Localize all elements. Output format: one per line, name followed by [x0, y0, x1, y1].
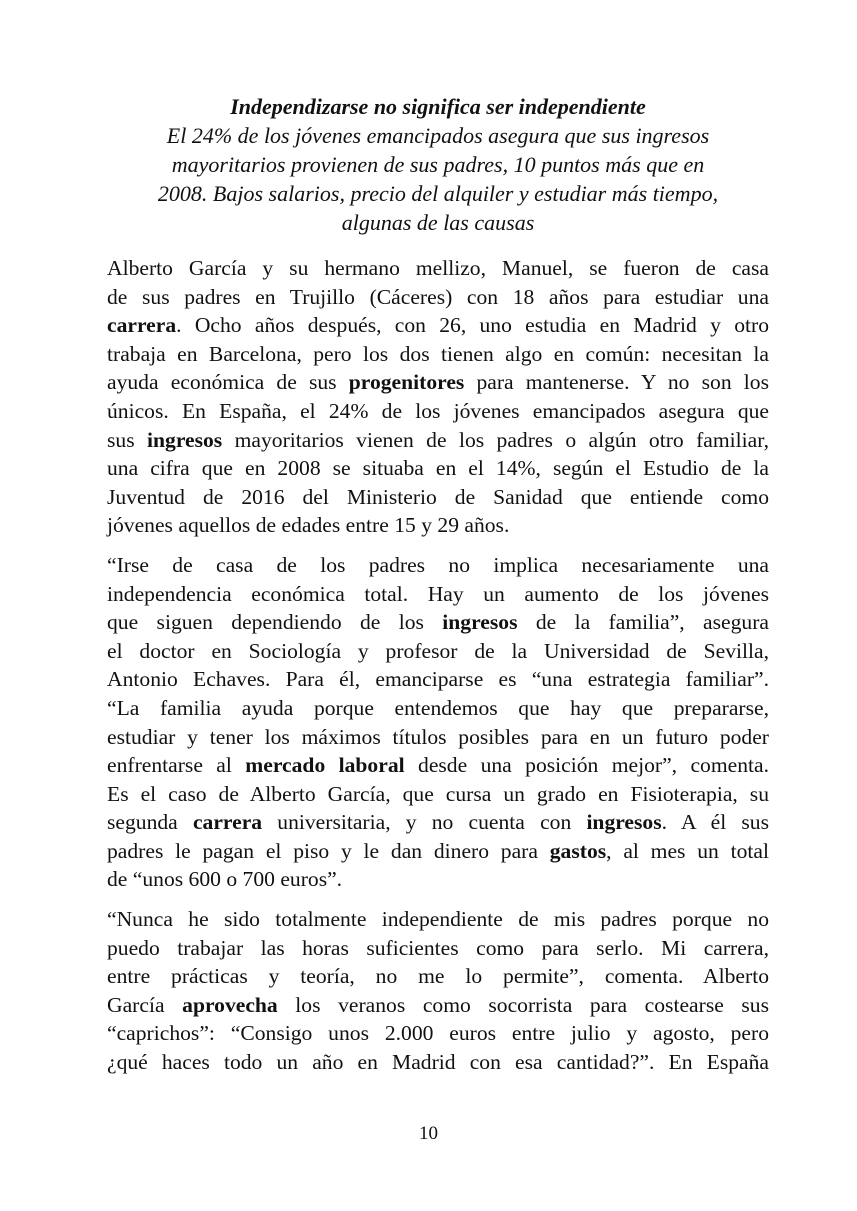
- text-run: segunda: [107, 810, 193, 835]
- text-line: [107, 962, 769, 991]
- text-line: [107, 723, 769, 752]
- text-run: estudiar y tener los máximos títulos posibles para en un futuro poder: [107, 724, 769, 749]
- text-run: el doctor en Sociología y profesor de la Universidad de Sevilla,: [107, 638, 769, 663]
- subtitle-line: 2008. Bajos salarios, precio del alquiler y estudiar más tiempo,: [157, 181, 719, 206]
- text-run: jóvenes aquellos de edades entre 15 y 29 años.: [107, 513, 510, 538]
- text-run: de sus padres en Trujillo (Cáceres) con 18 años para estudiar una: [107, 284, 769, 309]
- bold-keyword: carrera: [192, 810, 263, 835]
- bold-keyword: ingresos: [442, 610, 518, 635]
- text-run: ayuda económica de sus: [107, 370, 349, 395]
- text-run: desde una posición mejor”, comenta.: [404, 753, 769, 778]
- bold-keyword: progenitores: [348, 370, 465, 395]
- bold-keyword: carrera: [107, 313, 177, 338]
- text-run: padres le pagan el piso y le dan dinero para: [107, 838, 550, 863]
- text-line: [107, 511, 769, 540]
- text-line: [107, 694, 769, 723]
- text-line: [107, 905, 769, 934]
- text-run: que siguen dependiendo de los: [107, 610, 443, 635]
- text-line: [107, 637, 769, 666]
- bold-keyword: mercado laboral: [245, 753, 405, 778]
- text-run: para mantenerse. Y no son los: [464, 370, 769, 395]
- text-line: [107, 934, 769, 963]
- text-run: “Nunca he sido totalmente independiente de mis padres porque no: [107, 907, 769, 932]
- text-run: García: [107, 992, 183, 1017]
- text-line: [107, 665, 769, 694]
- text-run: sus: [107, 427, 148, 452]
- page-number: 10: [419, 1123, 438, 1144]
- text-run: , al mes un total: [606, 838, 769, 863]
- text-run: de “unos 600 o 700 euros”.: [107, 867, 343, 892]
- text-run: mayoritarios vienen de los padres o algún otro familiar,: [222, 427, 769, 452]
- text-line: [107, 368, 769, 397]
- text-run: entre prácticas y teoría, no me lo permite”, comenta. Alberto: [107, 964, 769, 989]
- text-run: . Ocho años después, con 26, uno estudia en Madrid y otro: [176, 313, 769, 338]
- subtitle-line: El 24% de los jóvenes emancipados asegura que sus ingresos: [166, 123, 710, 148]
- text-run: “caprichos”: “Consigo unos 2.000 euros entre julio y agosto, pero: [107, 1021, 769, 1046]
- bold-keyword: ingresos: [586, 810, 662, 835]
- text-run: los veranos como socorrista para costearse sus: [277, 992, 770, 1017]
- text-run: “Irse de casa de los padres no implica necesariamente una: [107, 552, 769, 577]
- text-line: [107, 580, 769, 609]
- text-run: Antonio Echaves. Para él, emanciparse es “una estrategia familiar”.: [107, 667, 769, 692]
- article-body: [107, 254, 769, 1088]
- text-run: ¿qué haces todo un año en Madrid con esa cantidad?”. En España: [107, 1050, 769, 1075]
- text-line: [107, 483, 769, 512]
- text-line: [107, 254, 769, 283]
- text-line: [107, 808, 769, 837]
- text-line: [107, 551, 769, 580]
- subtitle-line: algunas de las causas: [341, 210, 535, 235]
- text-run: independencia económica total. Hay un aumento de los jóvenes: [107, 581, 769, 606]
- text-line: [107, 608, 769, 637]
- text-line: [107, 397, 769, 426]
- subtitle-line: mayoritarios provienen de sus padres, 10 puntos más que en: [171, 152, 705, 177]
- bold-keyword: aprovecha: [182, 992, 278, 1017]
- article-title: Independizarse no significa ser independiente: [230, 94, 646, 119]
- text-run: puedo trabajar las horas suficientes como para serlo. Mi carrera,: [107, 935, 769, 960]
- bold-keyword: ingresos: [147, 427, 223, 452]
- text-run: Alberto García y su hermano mellizo, Manuel, se fueron de casa: [107, 256, 769, 280]
- text-line: [107, 1019, 769, 1048]
- text-line: [107, 454, 769, 483]
- text-line: [107, 865, 769, 894]
- text-run: universitaria, y no cuenta con: [262, 810, 587, 835]
- paragraph: [107, 551, 769, 894]
- text-line: [107, 1048, 769, 1077]
- text-line: [107, 311, 769, 340]
- text-run: únicos. En España, el 24% de los jóvenes emancipados asegura que: [107, 398, 769, 423]
- text-line: [107, 283, 769, 312]
- paragraph: [107, 905, 769, 1077]
- text-run: Es el caso de Alberto García, que cursa un grado en Fisioterapia, su: [107, 781, 769, 806]
- text-line: [107, 426, 769, 455]
- text-run: “La familia ayuda porque entendemos que hay que prepararse,: [107, 695, 769, 720]
- text-run: Juventud de 2016 del Ministerio de Sanidad que entiende como: [107, 484, 769, 509]
- article-header: [107, 92, 769, 237]
- text-line: [107, 780, 769, 809]
- bold-keyword: gastos: [549, 838, 607, 863]
- text-line: [107, 751, 769, 780]
- article-subtitle: [107, 121, 769, 237]
- text-line: [107, 837, 769, 866]
- paragraph: [107, 254, 769, 540]
- text-run: trabaja en Barcelona, pero los dos tienen algo en común: necesitan la: [107, 341, 769, 366]
- text-run: enfrentarse al: [107, 753, 246, 778]
- text-run: una cifra que en 2008 se situaba en el 14%, según el Estudio de la: [107, 456, 769, 481]
- text-run: . A él sus: [661, 810, 769, 835]
- text-line: [107, 991, 769, 1020]
- text-run: de la familia”, asegura: [517, 610, 769, 635]
- text-line: [107, 340, 769, 369]
